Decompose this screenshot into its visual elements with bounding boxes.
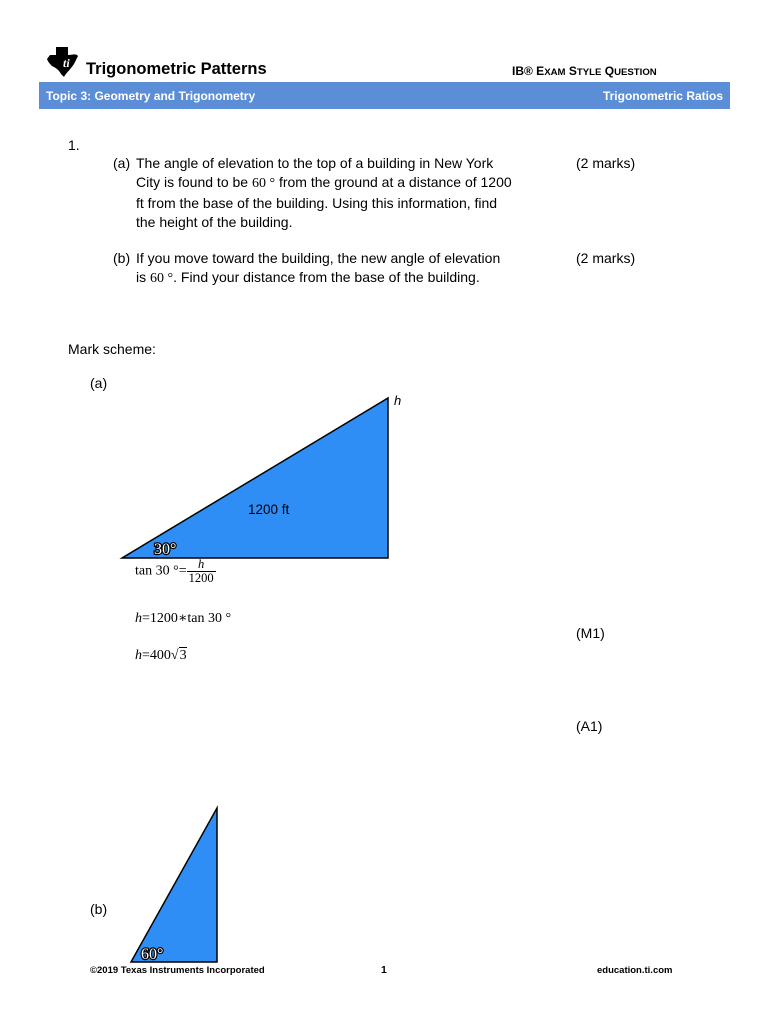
exam-style-label: IB® EXAM STYLE QUESTION xyxy=(512,64,657,78)
equation-h-tan: h=1200∗tan 30 ° xyxy=(135,611,232,626)
mark-a1: (A1) xyxy=(576,718,603,734)
equation-tan: tan 30 °= $\frac{h}{1200}$ xyxy=(135,557,214,585)
footer-copyright: ©2019 Texas Instruments Incorporated xyxy=(90,965,265,976)
part-a-text: The angle of elevation to the top of a building in New York City is found to be 60 ° from the ground at a distance of 1200 ft from the base of the building. Using this information, find the height of the building. xyxy=(136,155,512,230)
hypotenuse-label: 1200 ft xyxy=(248,502,290,517)
mark-scheme-heading: Mark scheme: xyxy=(68,341,156,357)
triangle-diagram-b xyxy=(120,800,230,970)
triangle-60-degree xyxy=(131,808,217,962)
angle-label-60: 60° xyxy=(141,946,164,963)
part-b-label: (b) xyxy=(113,250,131,266)
mark-scheme-part-a-label: (a) xyxy=(90,375,108,391)
part-a-marks: (2 marks) xyxy=(576,155,636,171)
footer-site: education.ti.com xyxy=(597,965,673,976)
subtopic-title: Trigonometric Ratios xyxy=(602,89,723,103)
question-number: 1. xyxy=(68,137,80,153)
triangle-diagram-a xyxy=(110,390,410,570)
part-b-marks: (2 marks) xyxy=(576,250,636,266)
topic-title: Topic 3: Geometry and Trigonometry xyxy=(46,89,256,103)
angle-label-30: 30° xyxy=(154,541,177,558)
mark-scheme-part-b-label: (b) xyxy=(90,901,108,917)
svg-text:ti: ti xyxy=(63,56,70,70)
part-b-text: If you move toward the building, the new angle of elevation is 60 °. Find your distance from the base of the building. xyxy=(136,250,501,287)
document-title: Trigonometric Patterns xyxy=(86,60,267,78)
triangle-30-degree xyxy=(122,398,388,558)
mark-m1: (M1) xyxy=(576,625,605,641)
equation-h-result: h=400√3 xyxy=(135,648,187,663)
vertex-label-h: h xyxy=(394,393,402,408)
footer-page-number: 1 xyxy=(381,964,387,976)
ti-logo-icon xyxy=(46,46,80,78)
topic-bar xyxy=(39,82,730,109)
part-a-label: (a) xyxy=(113,155,131,171)
